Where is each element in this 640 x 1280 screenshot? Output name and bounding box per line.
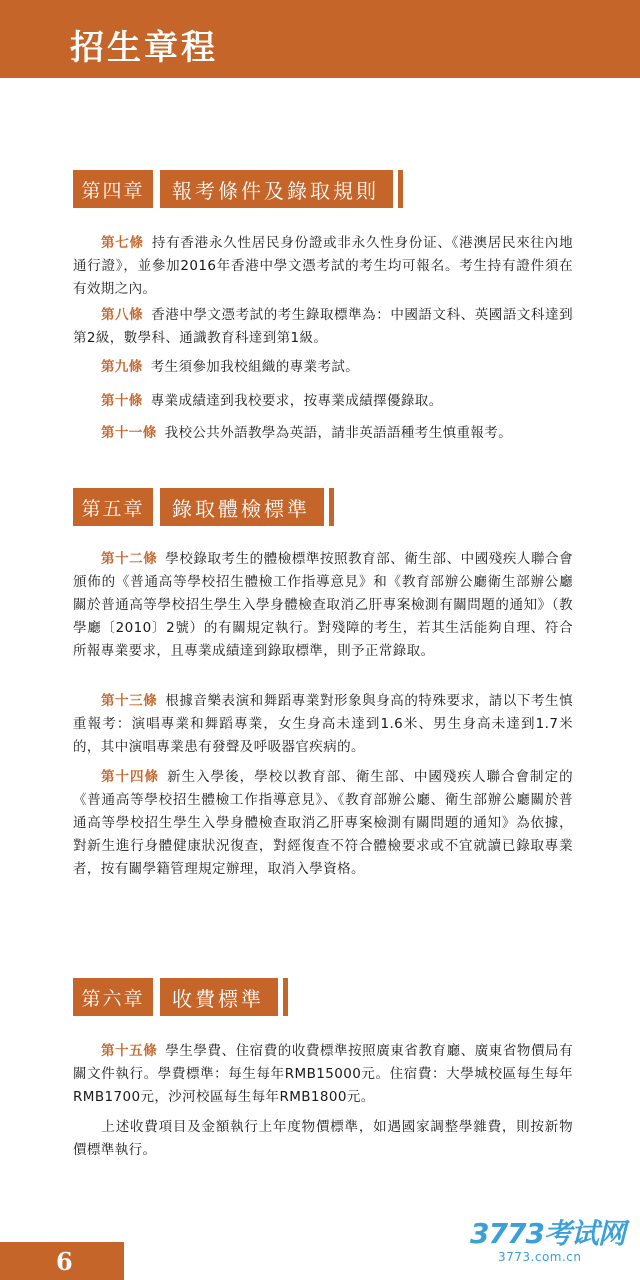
article	[73, 1040, 573, 1109]
article	[73, 232, 573, 301]
chapter-title: 收費標準	[160, 978, 283, 1016]
watermark-url: 3773.com.cn	[498, 1250, 582, 1264]
chapter-number: 第六章	[73, 978, 153, 1016]
article	[73, 690, 573, 759]
article-text: 持有香港永久性居民身份證或非永久性身份证、《港澳居民來往內地通行證》，並參加2016年香港中學文憑考試的考生均可報名。考生持有證件須在有效期之內。	[73, 235, 574, 297]
article-label: 第十一條	[101, 425, 157, 441]
chapter-number: 第五章	[73, 488, 153, 526]
article-text: 根據音樂表演和舞蹈專業對形象與身高的特殊要求，請以下考生慎重報考：演唱專業和舞蹈專業，女生身高未達到1.6米、男生身高未達到1.7米的，其中演唱專業患有發聲及呼吸器官疾病的。	[73, 693, 573, 755]
article	[73, 304, 573, 350]
chapter-heading	[73, 978, 283, 1016]
chapter-heading	[73, 170, 398, 208]
article-label: 第十條	[101, 393, 143, 409]
article	[73, 766, 573, 881]
article-text: 考生須參加我校組織的專業考試。	[150, 359, 360, 375]
chapter-title: 報考條件及錄取規則	[160, 170, 398, 208]
chapter-heading	[73, 488, 329, 526]
article-label: 第七條	[101, 235, 144, 251]
article-text: 我校公共外語教學為英語，請非英語語種考生慎重報考。	[164, 425, 513, 441]
chapter-number: 第四章	[73, 170, 153, 208]
article-label: 第十二條	[101, 551, 158, 567]
article-text: 學生學費、住宿費的收費標準按照廣東省教育廳、廣東省物價局有關文件執行。學費標準：每生每年RMB15000元。住宿費：大學城校區每生每年RMB1700元，沙河校區每生每年RMB1800元。	[73, 1043, 573, 1105]
page-number: 6	[56, 1247, 73, 1276]
article-text: 專業成績達到我校要求，按專業成績擇優錄取。	[150, 393, 443, 409]
article-label: 第十四條	[101, 769, 160, 785]
article	[73, 356, 573, 379]
article-text: 新生入學後，學校以教育部、衛生部、中國殘疾人聯合會制定的《普通高等學校招生體檢工作指導意見》、《教育部辦公廳、衛生部辦公廳關於普通高等學校招生學生入學身體檢查取消乙肝專案檢測有關問題的通知》為依據，對新生進行身體健康狀況復查，對經復查不符合體檢要求或不宜就讀已錄取專業者，按有關學籍管理規定辦理，取消入學資格。	[73, 769, 573, 877]
note-text: 上述收費項目及金額執行上年度物價標準，如遇國家調整學雜費，則按新物價標準執行。	[73, 1119, 573, 1158]
note-paragraph	[73, 1116, 573, 1162]
article	[73, 390, 573, 413]
page-title: 招生章程	[70, 28, 218, 68]
article-text: 香港中學文憑考試的考生錄取標準為：中國語文科、英國語文科達到第2級，數學科、通識教育科達到第1級。	[73, 307, 574, 346]
article	[73, 548, 573, 663]
article-label: 第八條	[101, 307, 144, 323]
article-text: 學校錄取考生的體檢標準按照教育部、衛生部、中國殘疾人聯合會頒佈的《普通高等學校招生體檢工作指導意見》和《教育部辦公廳衛生部辦公廳關於普通高等學校招生學生入學身體檢查取消乙肝專案檢測有關問題的通知》（教學廳〔2010〕2號）的有關規定執行。對殘障的考生，若其生活能夠自理、符合所報專業要求，且專業成績達到錄取標準，則予正常錄取。	[73, 551, 573, 659]
article-label: 第十三條	[101, 693, 158, 709]
chapter-title: 錄取體檢標準	[160, 488, 329, 526]
watermark-logo: 3773考试网	[470, 1217, 625, 1250]
article-label: 第十五條	[101, 1043, 158, 1059]
article	[73, 422, 573, 445]
article-label: 第九條	[101, 359, 143, 375]
